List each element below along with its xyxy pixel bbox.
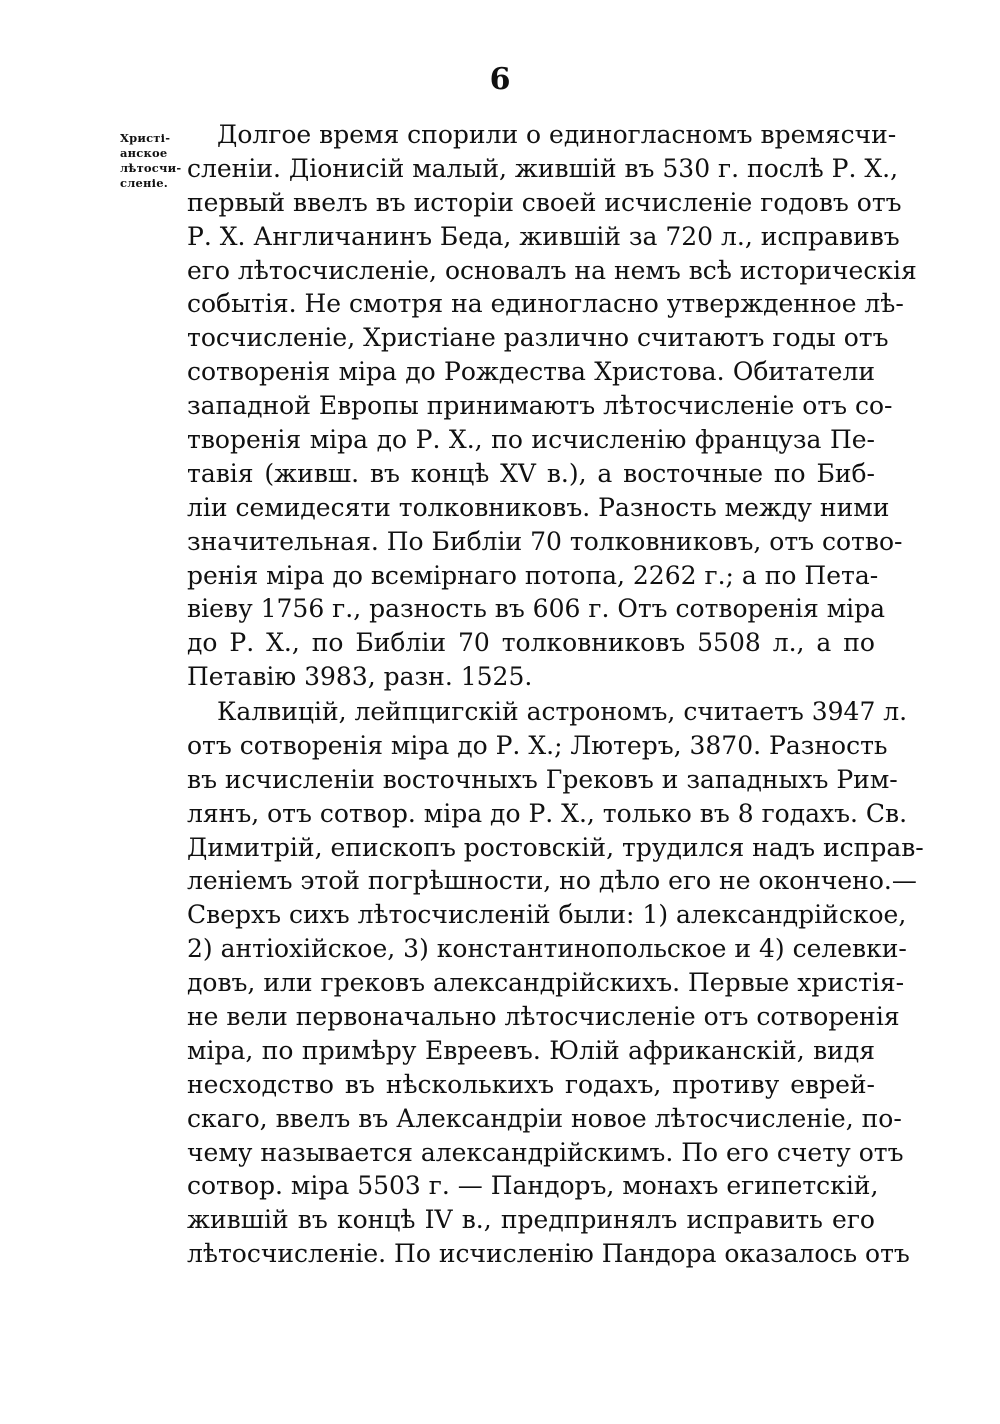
text-line: лянъ, отъ сотвор. міра до Р. Х., только въ 8 годахъ. Св.	[187, 798, 908, 828]
text-line: въ исчисленіи восточныхъ Грековъ и западныхъ Рим-	[187, 764, 898, 794]
text-line: первый ввелъ въ исторіи своей исчисленіе годовъ отъ	[187, 187, 902, 217]
text-line: тавія (живш. въ концѣ XV в.), а восточные по Биб-	[187, 458, 875, 488]
text-line: міра, по примѣру Евреевъ. Юлій африканскій, видя	[187, 1035, 875, 1065]
text-line: жившій въ концѣ IV в., предпринялъ исправить его	[187, 1205, 875, 1235]
text-line: отъ сотворенія міра до Р. Х.; Лютеръ, 3870. Разность	[187, 730, 888, 760]
text-line: его лѣтосчисленіе, основалъ на немъ всѣ историческія	[187, 255, 917, 285]
text-line: событія. Не смотря на единогласно утвержденное лѣ-	[187, 289, 904, 319]
text-line: западной Европы принимаютъ лѣтосчисленіе отъ со-	[187, 391, 893, 421]
text-line: сотворенія міра до Рождества Христова. Обитатели	[187, 357, 875, 387]
paragraph-2	[187, 695, 924, 1271]
margin-note	[120, 131, 186, 191]
text-line: Димитрій, епископъ ростовскій, трудился надъ исправ-	[187, 832, 924, 862]
text-line: Сверхъ сихъ лѣтосчисленій были: 1) александрійское,	[187, 900, 907, 930]
page-number: 6	[489, 62, 511, 97]
text-line: Калвицій, лейпцигскій астрономъ, считаетъ 3947 л.	[217, 697, 908, 726]
text-line: Долгое время спорили о единогласномъ времясчи-	[217, 120, 897, 149]
text-line: несходство въ нѣсколькихъ годахъ, противу еврей-	[187, 1069, 875, 1099]
text-line: ренія міра до всемірнаго потопа, 2262 г.; а по Пета-	[187, 560, 879, 590]
text-line: 2) антіохійское, 3) константинопольское и 4) селевки-	[187, 934, 907, 964]
text-line: до Р. Х., по Библіи 70 толковниковъ 5508 л., а по	[187, 628, 875, 658]
margin-note-line: лѣтосчи-	[120, 161, 182, 175]
text-line: ліи семидесяти толковниковъ. Разность между ними	[187, 492, 890, 522]
text-line: не вели первоначально лѣтосчисленіе отъ сотворенія	[187, 1002, 900, 1032]
text-line: довъ, или грековъ александрійскихъ. Первые христія-	[187, 968, 905, 998]
text-line: сленіи. Діонисій малый, жившій въ 530 г. послѣ Р. Х.,	[187, 153, 899, 183]
text-line: Петавію 3983, разн. 1525.	[187, 662, 533, 692]
text-line: творенія міра до Р. Х., по исчисленію француза Пе-	[187, 425, 875, 455]
margin-note-line: анское	[120, 146, 168, 160]
margin-note-line: Христі-	[120, 131, 171, 145]
text-line: віеву 1756 г., разность въ 606 г. Отъ сотворенія міра	[187, 594, 886, 624]
text-line: лѣтосчисленіе. По исчисленію Пандора оказалось отъ	[187, 1239, 910, 1269]
text-line: сотвор. міра 5503 г. — Пандоръ, монахъ египетскій,	[187, 1171, 879, 1201]
text-line: значительная. По Библіи 70 толковниковъ, отъ сотво-	[187, 526, 903, 556]
text-line: леніемъ этой погрѣшности, но дѣло его не окончено.—	[187, 866, 917, 896]
paragraph-1	[187, 118, 917, 694]
text-line: чему называется александрійскимъ. По его счету отъ	[187, 1137, 904, 1167]
margin-note-line: сленіе.	[120, 176, 168, 190]
text-line: тосчисленіе, Христіане различно считаютъ годы отъ	[187, 323, 889, 353]
text-line: Р. Х. Англичанинъ Беда, жившій за 720 л., исправивъ	[187, 221, 900, 251]
text-line: скаго, ввелъ въ Александріи новое лѣтосчисленіе, по-	[187, 1103, 902, 1133]
